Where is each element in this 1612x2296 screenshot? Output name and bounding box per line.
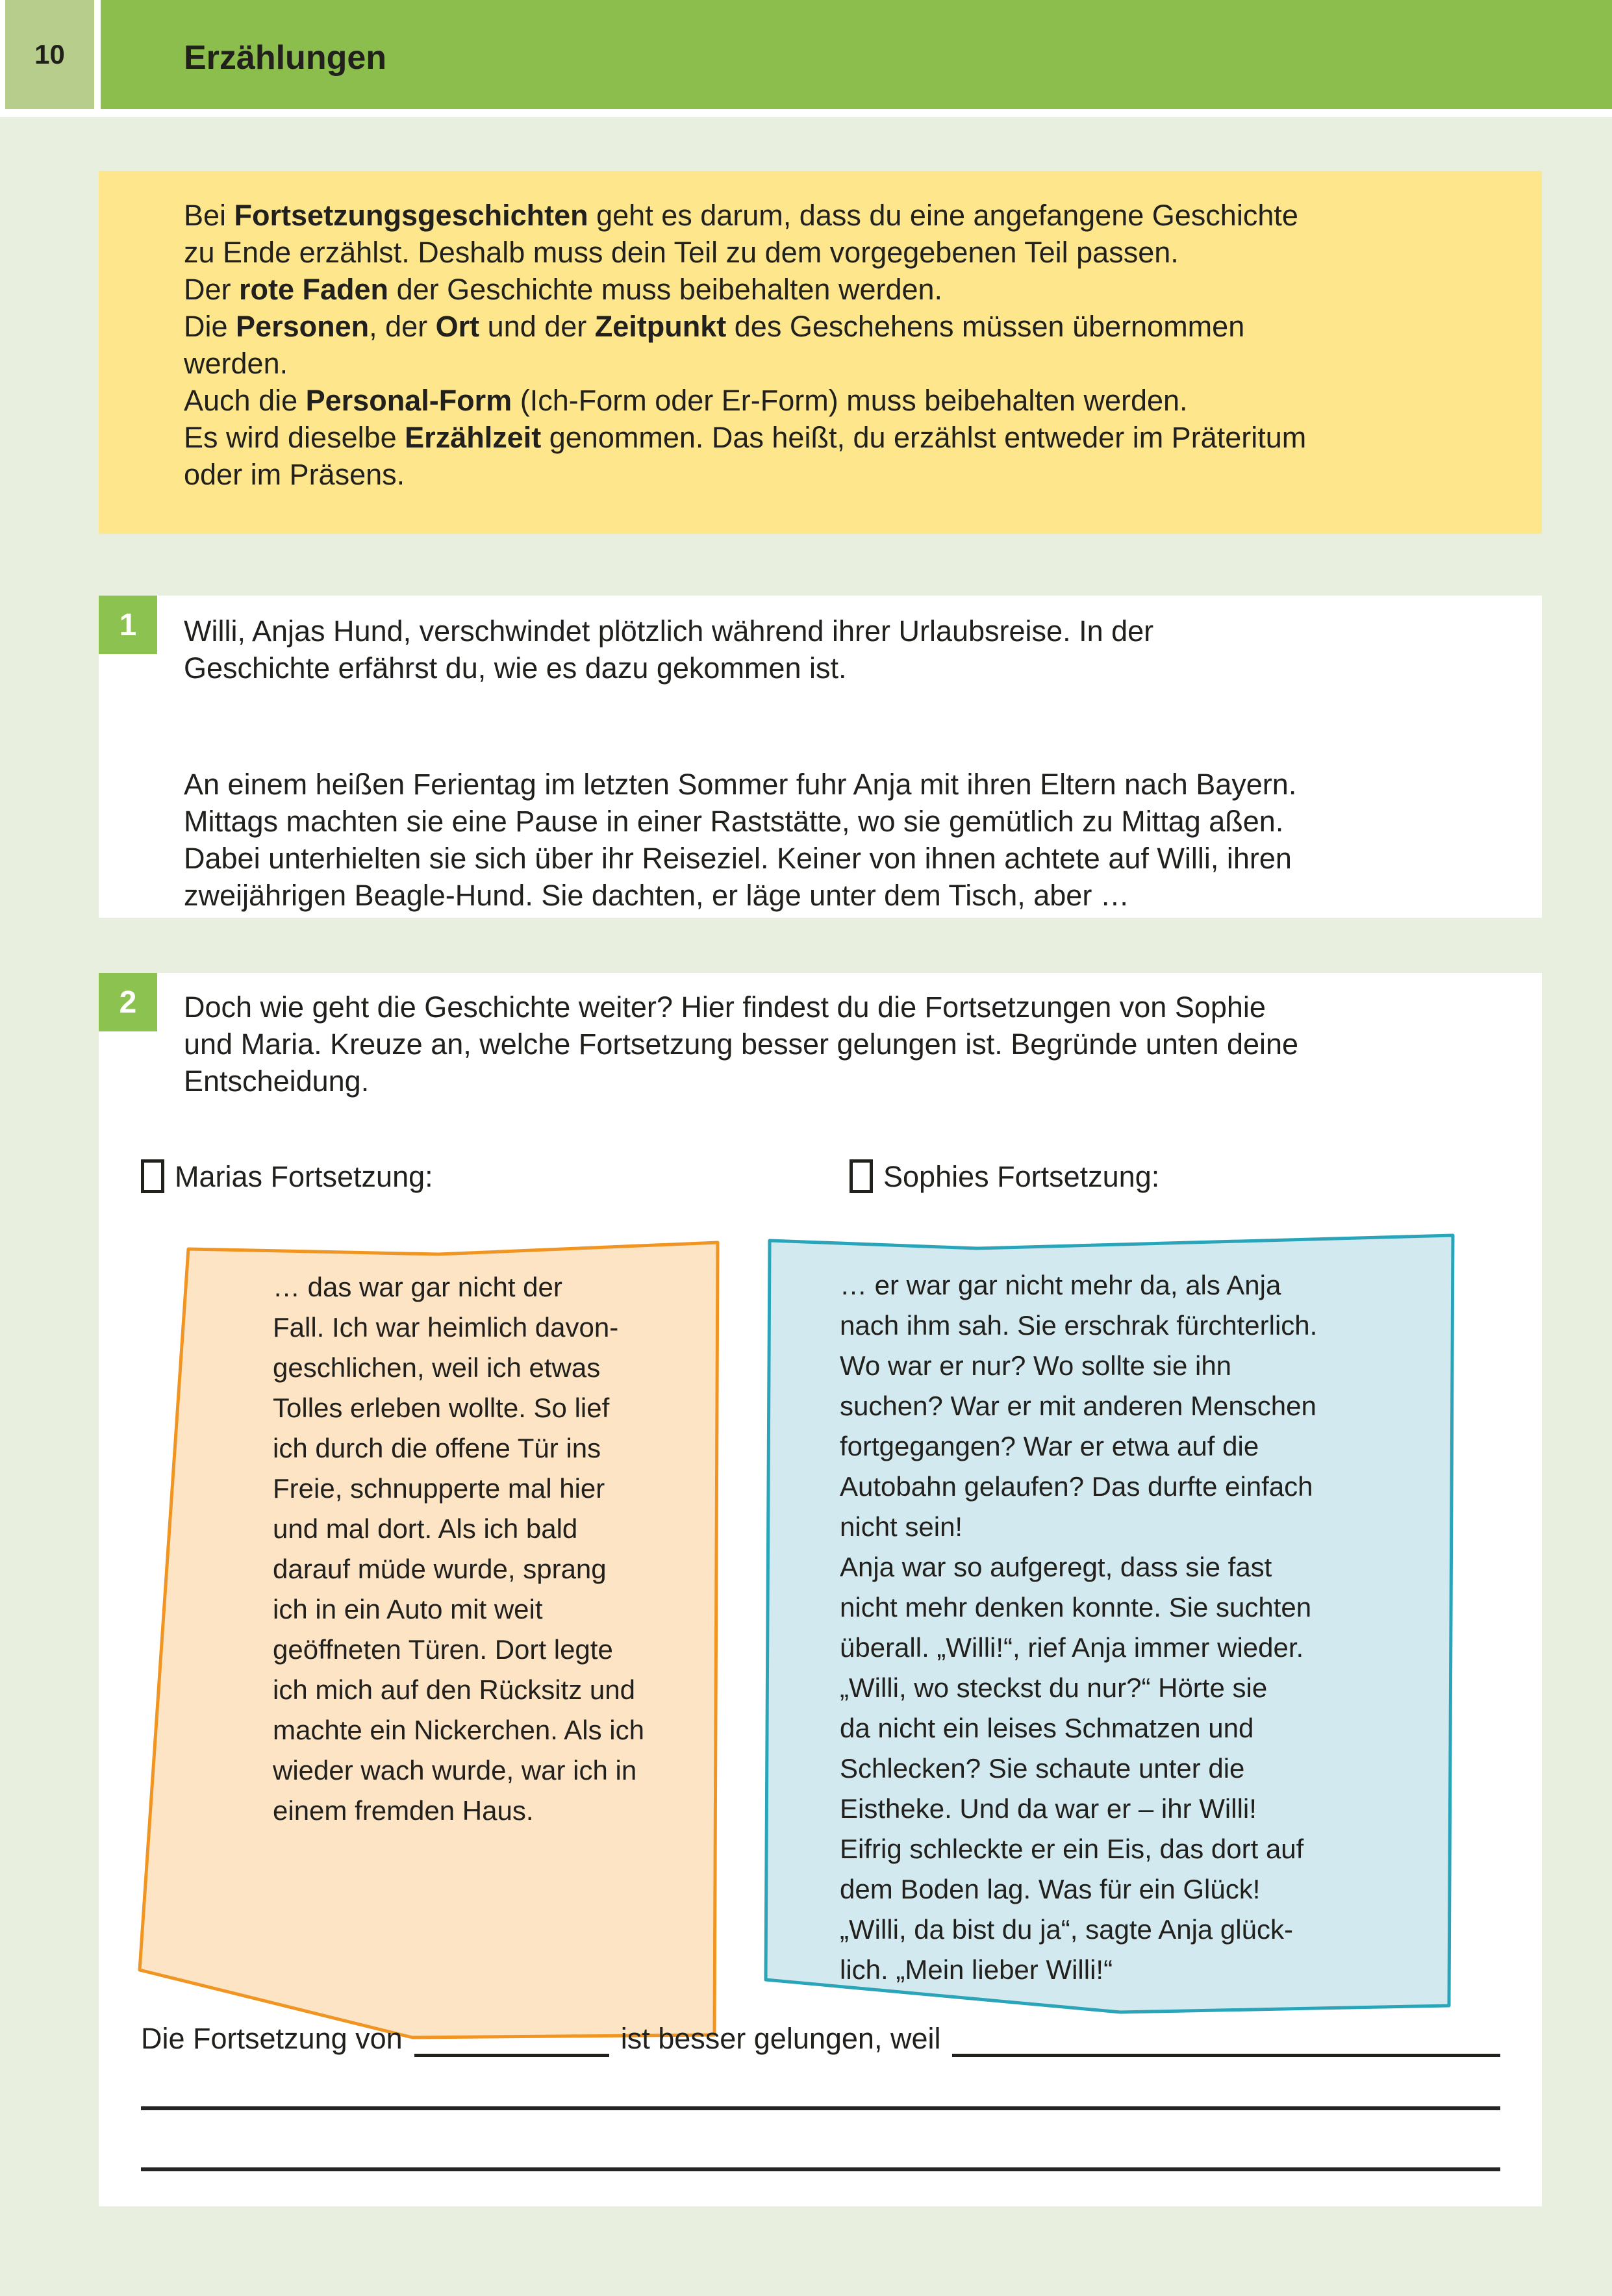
task1-number-badge: 1 bbox=[99, 596, 157, 654]
maria-checkbox[interactable] bbox=[141, 1159, 164, 1193]
task2-panel bbox=[99, 973, 1542, 2206]
maria-checkbox-label: Marias Fortsetzung: bbox=[175, 1160, 433, 1193]
page-title: Erzählungen bbox=[184, 39, 387, 77]
task1-panel bbox=[99, 596, 1542, 918]
sophie-checkbox-group bbox=[850, 1159, 1159, 1193]
maria-story-text: … das war gar nicht der Fall. Ich war heimlich davon- geschlichen, weil ich etwas Tolles erleben wollte. So lief ich durch die offene Tür ins Freie, schnupperte mal hier und mal dort. Als ich bald darauf müde wurde, sprang ich in ein Auto mit weit geöffneten Türen. Dort legte ich mich auf den Rücksitz und machte ein Nickerchen. Als ich wieder wach wurde, war ich in einem fremden Haus. bbox=[273, 1272, 644, 1826]
sophie-checkbox-label: Sophies Fortsetzung: bbox=[883, 1160, 1160, 1193]
task1-intro-text: Willi, Anjas Hund, verschwindet plötzlich während ihrer Urlaubsreise. In der Geschichte erfährst du, wie es dazu gekommen ist. bbox=[184, 614, 1154, 685]
task2-intro-text: Doch wie geht die Geschichte weiter? Hier findest du die Fortsetzungen von Sophie und Maria. Kreuze an, welche Fortsetzung besser gelungen ist. Begründe unten deine Entscheidung. bbox=[184, 990, 1299, 1098]
header-bar bbox=[101, 0, 1612, 109]
conclusion-sentence bbox=[141, 2020, 1500, 2057]
sophie-story-box bbox=[757, 1228, 1461, 2026]
task2-number-badge: 2 bbox=[99, 973, 157, 1031]
sophie-checkbox[interactable] bbox=[850, 1159, 873, 1193]
page-number-strip bbox=[5, 0, 94, 109]
conclusion-part1: Die Fortsetzung von bbox=[141, 2022, 403, 2055]
sophie-story-text: … er war gar nicht mehr da, als Anja nach ihm sah. Sie erschrak fürchterlich. Wo war er nur? Wo sollte sie ihn suchen? War er mit anderen Menschen fortgegangen? War er etwa auf die Autobahn gelaufen? Das durfte einfach nicht sein! Anja war so aufgeregt, dass sie fast nicht mehr denken konnte. Sie suchten überall. „Willi!“, rief Anja immer wieder. „Willi, wo steckst du nur?“ Hörte sie da nicht ein leises Schmatzen und Schlecken? Sie schaute unter die Eistheke. Und da war er – ihr Willi! Eifrig schleckte er ein Eis, das dort auf dem Boden lag. Was für ein Glück! „Willi, da bist du ja“, sagte Anja glück- lich. „Mein lieber Willi!“ bbox=[840, 1270, 1318, 1985]
maria-story-box bbox=[133, 1237, 724, 2046]
conclusion-reason-blank[interactable] bbox=[952, 2021, 1500, 2057]
writing-line-1[interactable] bbox=[141, 2106, 1500, 2110]
task1-story-text: An einem heißen Ferientag im letzten Sommer fuhr Anja mit ihren Eltern nach Bayern. Mittags machten sie eine Pause in einer Raststätte, wo sie gemütlich zu Mittag aßen. Dabei unterhielten sie sich über ihr Reiseziel. Keiner von ihnen achtete auf Willi, ihren zweijährigen Beagle-Hund. Sie dachten, er läge unter dem Tisch, aber … bbox=[184, 768, 1297, 912]
writing-line-2[interactable] bbox=[141, 2167, 1500, 2171]
page-number: 10 bbox=[34, 39, 65, 69]
header-band bbox=[0, 0, 1612, 117]
info-box bbox=[99, 171, 1542, 534]
info-box-text: Bei Fortsetzungsgeschichten geht es darum, dass du eine angefangene Geschichte zu Ende erzählst. Deshalb muss dein Teil zu dem vorgegebenen Teil passen. Der rote Faden der Geschichte muss beibehalten werden. Die Personen, der Ort und der Zeitpunkt des Geschehens müssen übernommen werden. Auch die Personal-Form (Ich-Form oder Er-Form) muss beibehalten werden. Es wird dieselbe Erzählzeit genommen. Das heißt, du erzählst entweder im Präteritum oder im Präsens. bbox=[184, 199, 1307, 491]
conclusion-part2: ist besser gelungen, weil bbox=[620, 2022, 941, 2055]
maria-checkbox-group bbox=[141, 1159, 433, 1193]
conclusion-name-blank[interactable] bbox=[414, 2021, 609, 2057]
